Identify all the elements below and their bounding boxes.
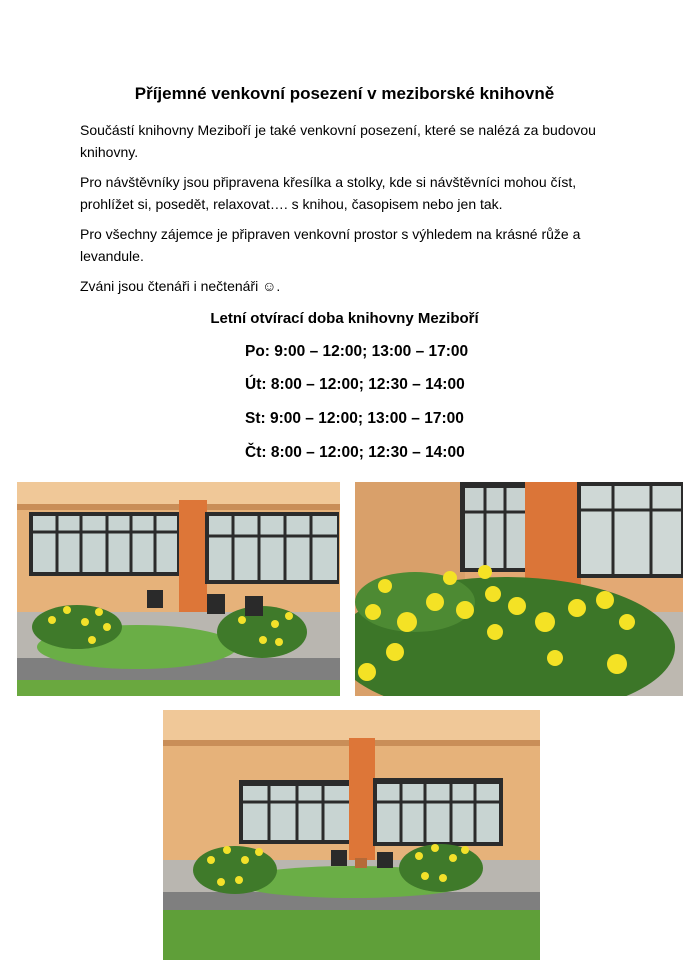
page-title: Příjemné venkovní posezení v meziborské knihovně bbox=[134, 84, 555, 103]
view-paragraph: Pro všechny zájemce je připraven venkovní prostor s výhledem na krásné růže a levandule. bbox=[80, 226, 581, 264]
hours-row-thursday: Čt: 8:00 – 12:00; 12:30 – 14:00 bbox=[245, 444, 465, 461]
roses-photo bbox=[355, 482, 683, 696]
garden-photo-1 bbox=[17, 482, 340, 696]
hours-row-wednesday: St: 9:00 – 12:00; 13:00 – 17:00 bbox=[245, 410, 464, 427]
opening-hours-title: Letní otvírací doba knihovny Meziboří bbox=[210, 310, 479, 327]
garden-photo-2 bbox=[163, 710, 540, 960]
hours-row-monday: Po: 9:00 – 12:00; 13:00 – 17:00 bbox=[245, 343, 469, 360]
intro-paragraph: Součástí knihovny Meziboří je také venkovní posezení, které se nalézá za budovou knihovny. bbox=[80, 122, 596, 160]
hours-row-tuesday: Út: 8:00 – 12:00; 12:30 – 14:00 bbox=[245, 376, 465, 393]
seating-paragraph: Pro návštěvníky jsou připravena křesílka a stolky, kde si návštěvníci mohou číst, prohlížet si, posedět, relaxovat…. s knihou, časopisem nebo jen tak. bbox=[80, 174, 577, 212]
invitation-paragraph: Zváni jsou čtenáři i nečtenáři ☺. bbox=[80, 278, 281, 294]
